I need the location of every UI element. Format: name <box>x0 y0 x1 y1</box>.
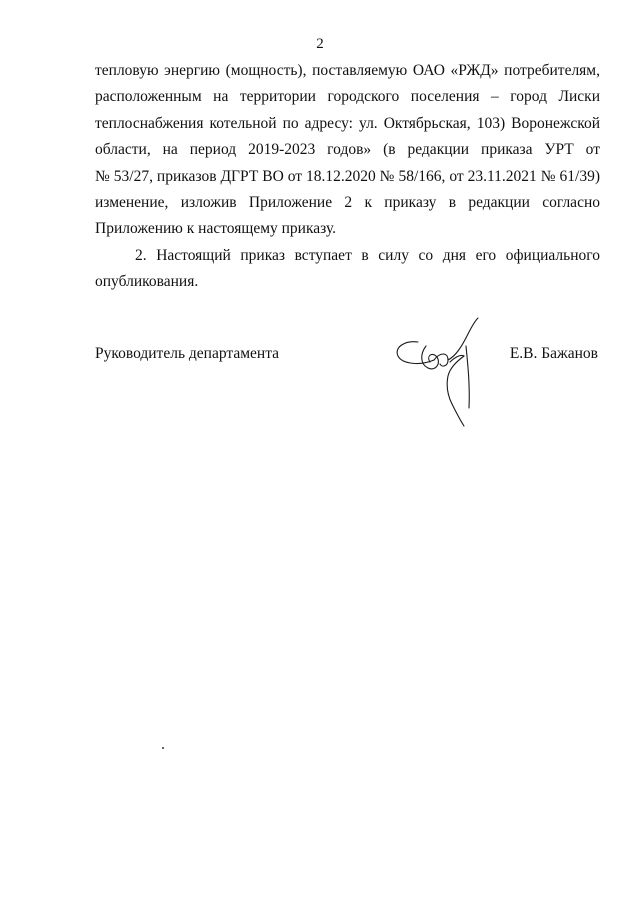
body-line-5: № 53/27, приказов ДГРТ ВО от 18.12.2020 № 58/166, от 23.11.2021 № 61/39) <box>95 167 600 185</box>
paragraph-2-line-2: опубликования. <box>95 273 199 291</box>
body-line-2: расположенным на территории городского поселения – город Лиски <box>95 88 600 106</box>
page-number: 2 <box>316 36 324 52</box>
body-line-1: тепловую энергию (мощность), поставляемую ОАО «РЖД» потребителям, <box>95 62 600 79</box>
body-line-6: изменение, изложив Приложение 2 к приказу в редакции согласно <box>95 193 600 211</box>
document-body <box>95 58 600 296</box>
signatory-title: Руководитель департамента <box>95 345 280 362</box>
body-line-7: Приложению к настоящему приказу. <box>95 220 337 238</box>
signature-block <box>95 345 600 375</box>
scan-speck <box>162 747 164 749</box>
body-line-4: области, на период 2019-2023 годов» (в редакции приказа УРТ от <box>95 141 600 159</box>
handwritten-signature <box>390 316 500 436</box>
paragraph-2-line-1: 2. Настоящий приказ вступает в силу со дня его официального <box>135 246 600 264</box>
body-line-3: теплоснабжения котельной по адресу: ул. Октябрьская, 103) Воронежской <box>95 114 600 132</box>
signatory-name: Е.В. Бажанов <box>509 345 598 362</box>
